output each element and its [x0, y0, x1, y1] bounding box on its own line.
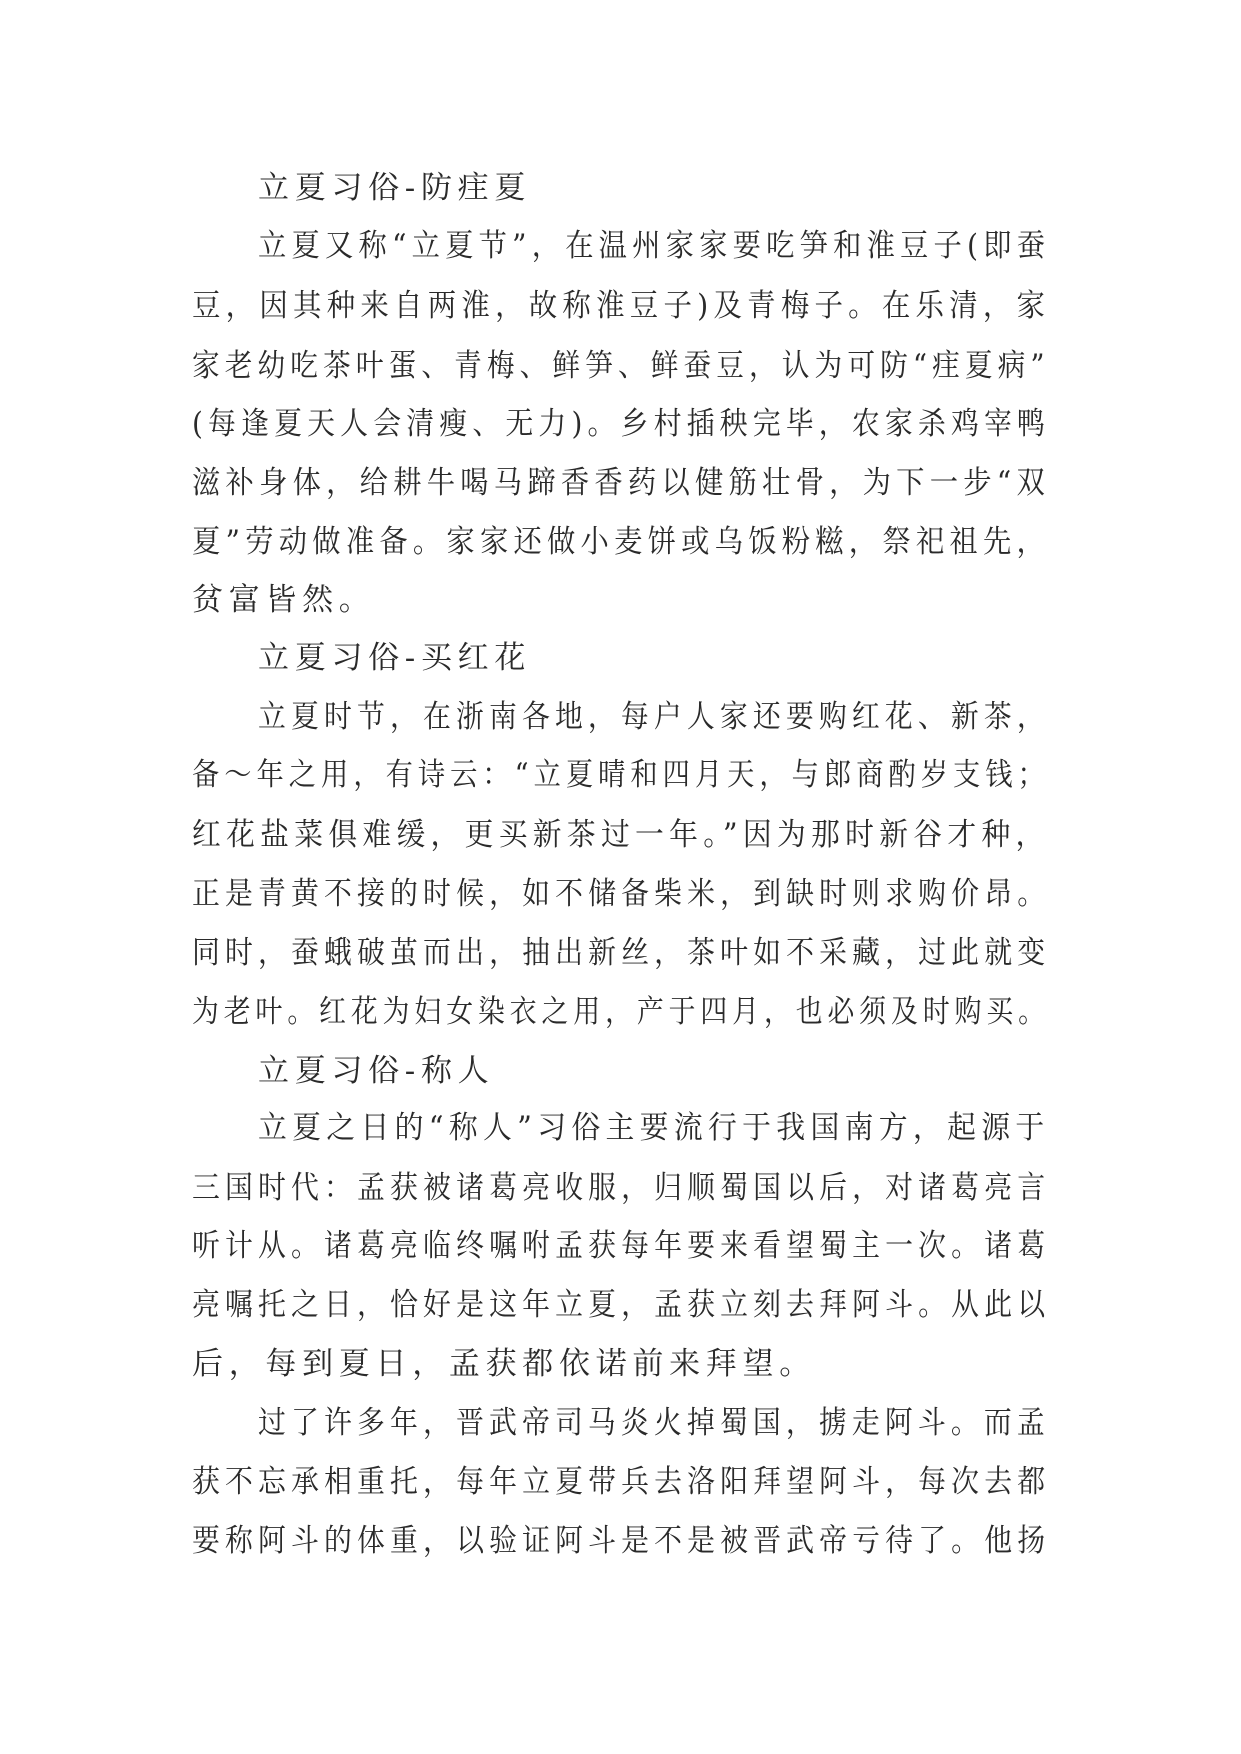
- text-line: 亮嘱托之日，恰好是这年立夏，孟获立刻去拜阿斗。从此以: [192, 1287, 1051, 1323]
- text-line: (每逢夏天人会清瘦、无力)。乡村插秧完毕，农家杀鸡宰鸭: [192, 406, 1051, 442]
- text-line: 过了许多年，晋武帝司马炎火掉蜀国，掳走阿斗。而孟: [258, 1405, 1050, 1441]
- text-line: 要称阿斗的体重，以验证阿斗是不是被晋武帝亏待了。他扬: [192, 1523, 1051, 1559]
- text-line: 为老叶。红花为妇女染衣之用，产于四月，也必须及时购买。: [192, 994, 1050, 1030]
- text-line: 三国时代：孟获被诸葛亮收服，归顺蜀国以后，对诸葛亮言: [192, 1170, 1051, 1206]
- text-line: 立夏时节，在浙南各地，每户人家还要购红花、新茶，: [258, 699, 1050, 735]
- text-line: 立夏之日的“称人”习俗主要流行于我国南方，起源于: [258, 1110, 1050, 1146]
- text-line: 滋补身体，给耕牛喝马蹄香香药以健筋壮骨，为下一步“双: [192, 465, 1051, 501]
- text-line: 豆，因其种来自两淮，故称淮豆子)及青梅子。在乐清，家: [192, 288, 1051, 324]
- text-line: 获不忘承相重托，每年立夏带兵去洛阳拜望阿斗，每次去都: [192, 1464, 1051, 1500]
- heading-cheng-ren: 立夏习俗-称人: [258, 1053, 495, 1089]
- text-line: 备～年之用，有诗云：“立夏晴和四月天，与郎商酌岁支钱；: [192, 757, 1050, 793]
- text-line: 夏”劳动做准备。家家还做小麦饼或乌饭粉糍，祭祀祖先，: [192, 524, 1051, 560]
- text-line: 后，每到夏日，孟获都依诺前来拜望。: [192, 1346, 816, 1382]
- heading-fang-zhu-xia: 立夏习俗-防疰夏: [258, 170, 532, 206]
- heading-mai-hong-hua: 立夏习俗-买红花: [258, 640, 532, 676]
- text-line: 贫富皆然。: [192, 582, 376, 618]
- text-line: 家老幼吃茶叶蛋、青梅、鲜笋、鲜蚕豆，认为可防“疰夏病”: [192, 348, 1050, 384]
- text-line: 立夏又称“立夏节”，在温州家家要吃笋和淮豆子(即蚕: [258, 228, 1051, 264]
- text-line: 同时，蚕蛾破茧而出，抽出新丝，茶叶如不采藏，过此就变: [192, 935, 1051, 971]
- text-line: 红花盐菜俱难缓，更买新茶过一年。”因为那时新谷才种，: [192, 817, 1050, 853]
- text-line: 正是青黄不接的时候，如不储备柴米，到缺时则求购价昂。: [192, 876, 1051, 912]
- text-line: 听计从。诸葛亮临终嘱咐孟获每年要来看望蜀主一次。诸葛: [192, 1228, 1051, 1264]
